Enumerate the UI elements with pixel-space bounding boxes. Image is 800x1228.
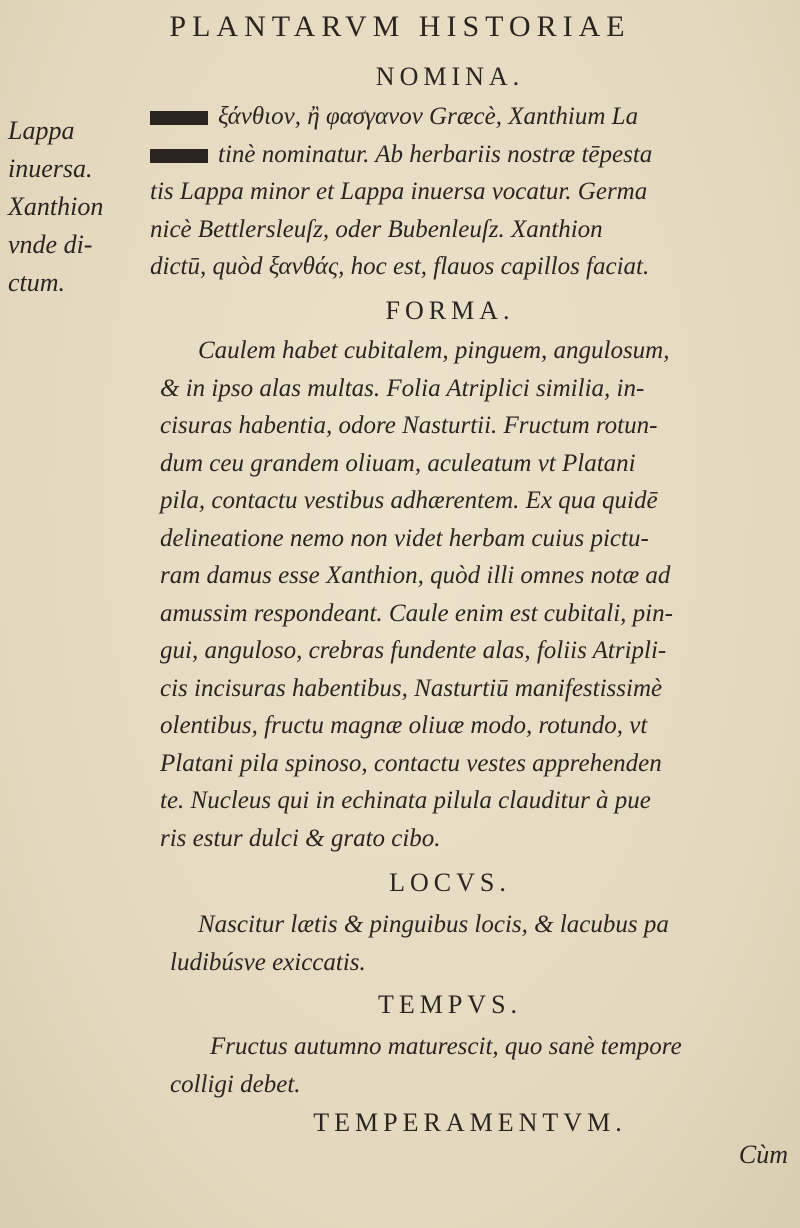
text-line: te. Nucleus qui in echinata pilula clauditur à pue — [160, 787, 651, 814]
margin-note: inuersa. — [8, 154, 93, 183]
ornament-bar — [150, 111, 208, 125]
locus-text — [170, 906, 790, 981]
text-line: amussim respondeant. Caule enim est cubitali, pin- — [160, 599, 673, 627]
text-line: pila, contactu vestibus adhærentem. Ex qua quidē — [160, 487, 658, 514]
text-line: olentibus, fructu magnæ oliuæ modo, rotundo, vt — [160, 712, 648, 739]
margin-note: vnde di- — [8, 230, 93, 259]
catchword: Cùm — [738, 1140, 788, 1169]
text-line: colligi debet. — [170, 1070, 301, 1098]
running-header: PLANTARVM HISTORIAE — [169, 10, 631, 43]
text-line: tis Lappa minor et Lappa inuersa vocatur. Germa — [150, 178, 648, 205]
text-line: ris estur dulci & grato cibo. — [160, 824, 441, 852]
text-line: dictū, quòd ξανθάς, hoc est, flauos capillos faciat. — [150, 253, 650, 280]
text-line: Caulem habet cubitalem, pinguem, angulosum, — [198, 337, 670, 364]
forma-text — [160, 332, 790, 857]
ornament-bar — [150, 149, 208, 163]
section-heading-nomina: NOMINA. — [375, 62, 525, 91]
section-heading-tempus: TEMPVS. — [377, 990, 523, 1019]
text-line: Fructus autumno maturescit, quo sanè tempore — [210, 1033, 682, 1060]
text-line: gui, anguloso, crebras fundente alas, foliis Atripli- — [160, 637, 667, 664]
text-line: dum ceu grandem oliuam, aculeatum vt Platani — [160, 449, 636, 477]
text-line: tinè nominatur. Ab herbariis nostræ tēpesta — [150, 136, 790, 174]
margin-notes — [8, 112, 148, 302]
text-line: ram damus esse Xanthion, quòd illi omnes notæ ad — [160, 562, 671, 589]
text-line: delineatione nemo non videt herbam cuius pictu- — [160, 524, 649, 552]
text-line: cis incisuras habentibus, Nasturtiū manifestissimè — [160, 674, 663, 702]
margin-note: Lappa — [8, 116, 75, 145]
text-line: Platani pila spinoso, contactu vestes apprehenden — [160, 749, 662, 777]
text-line: ξάνθιον, ἢ φασγανον Græcè, Xanthium La — [150, 98, 790, 136]
section-heading-locus: LOCVS. — [389, 868, 511, 897]
tempus-text — [170, 1028, 790, 1103]
text-line: nicè Bettlersleuſz, oder Bubenleuſz. Xanthion — [150, 215, 603, 243]
text-line: ludibúsve exiccatis. — [170, 948, 366, 976]
nomina-text — [150, 98, 790, 286]
margin-note: ctum. — [8, 268, 66, 297]
margin-note: Xanthion — [8, 192, 104, 221]
text-line: Nascitur lætis & pinguibus locis, & lacubus pa — [198, 911, 669, 938]
text-line: cisuras habentia, odore Nasturtii. Fructum rotun- — [160, 412, 658, 439]
section-heading-temperamentum: TEMPERAMENTVM. — [313, 1108, 627, 1137]
text-line: & in ipso alas multas. Folia Atriplici similia, in- — [160, 374, 645, 402]
section-heading-forma: FORMA. — [385, 296, 515, 325]
